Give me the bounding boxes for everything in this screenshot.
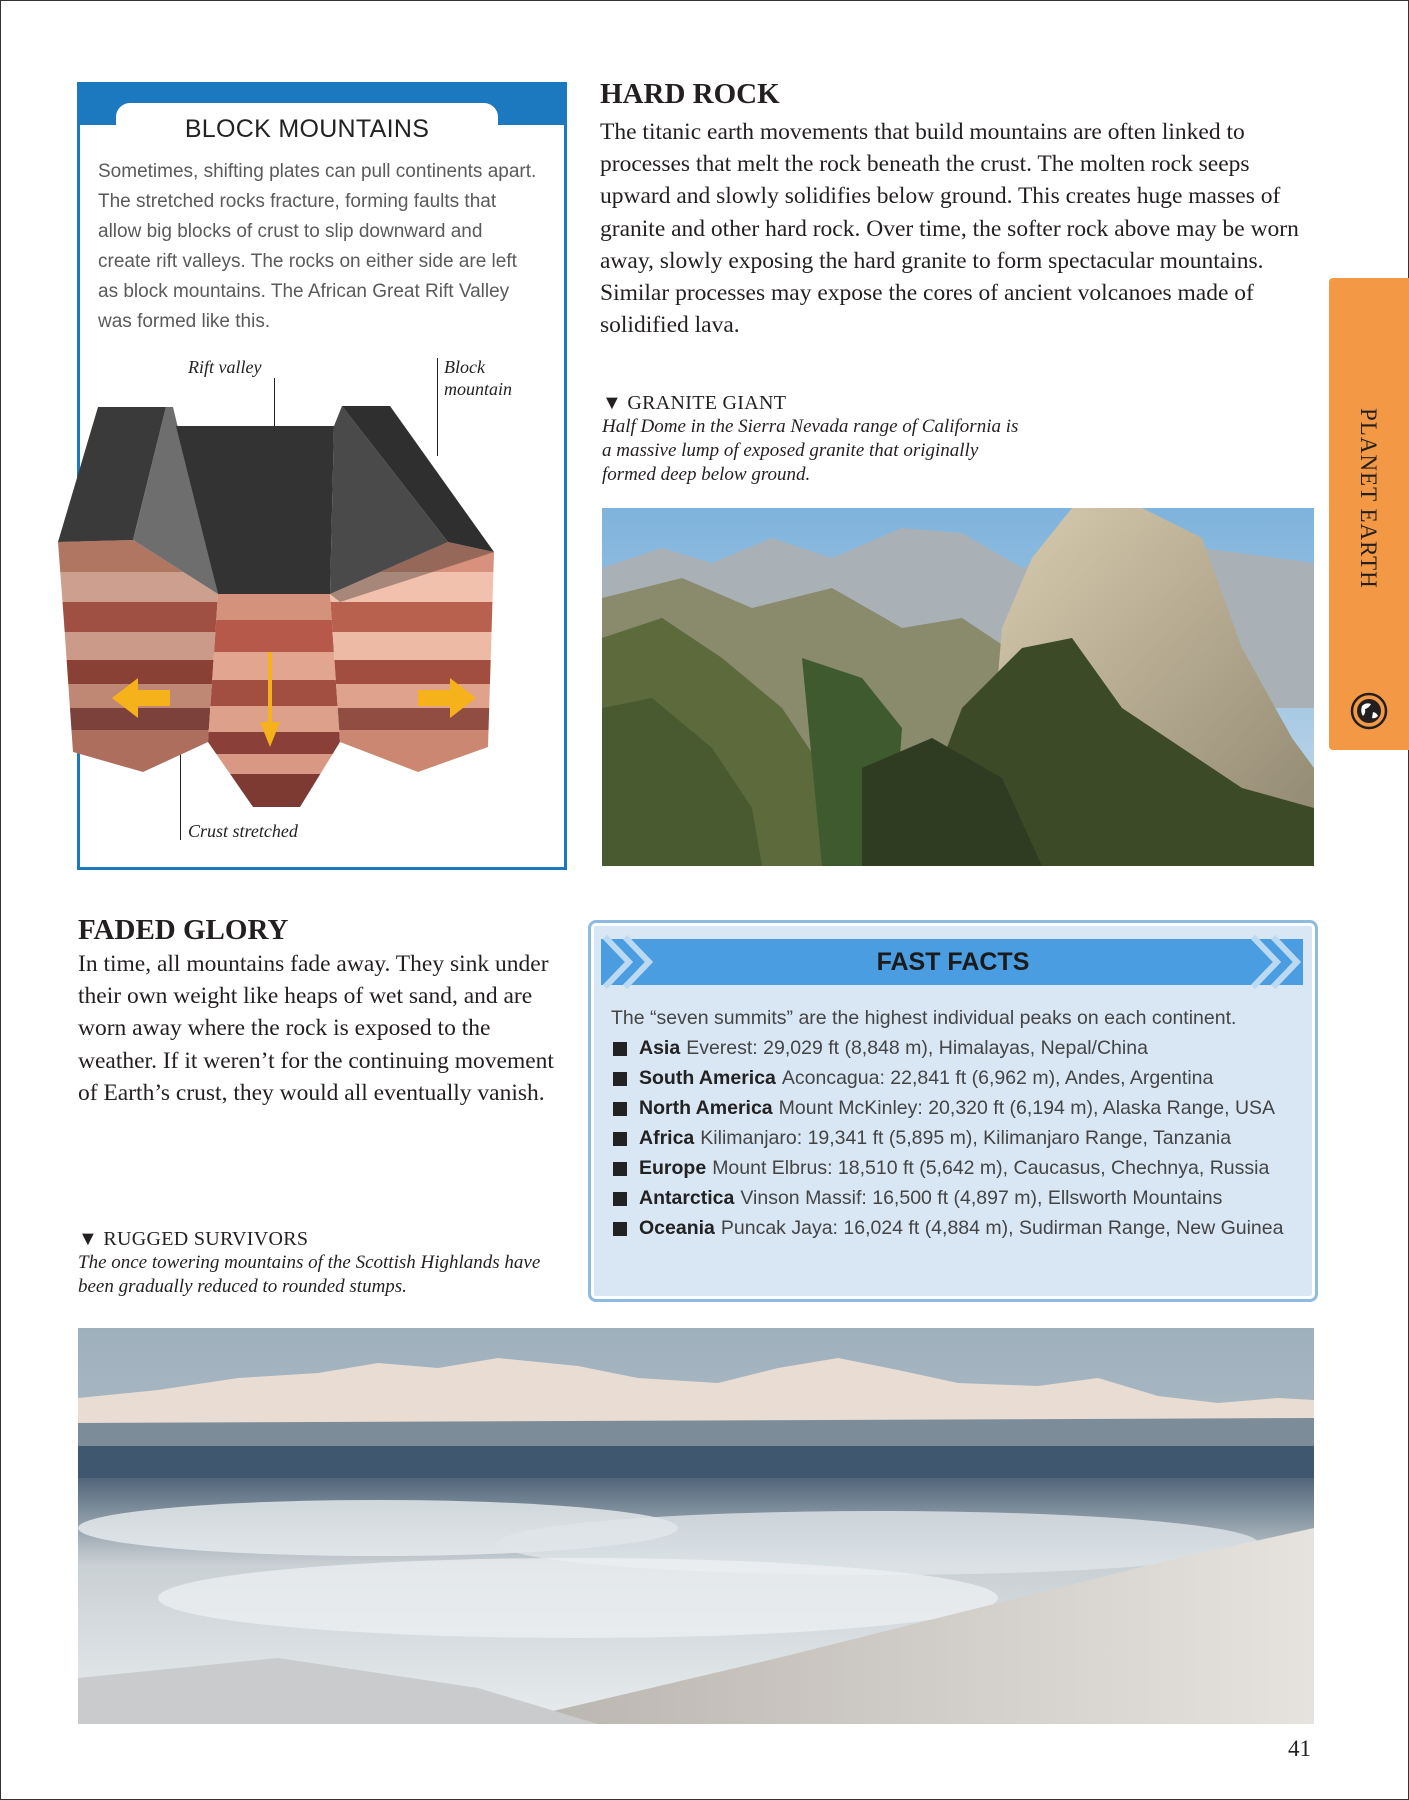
half-dome-photo: [602, 508, 1314, 866]
fast-facts-intro: The “seven summits” are the highest individual peaks on each continent.: [611, 1007, 1237, 1029]
fast-facts-panel: [588, 920, 1318, 1302]
faded-glory-heading: FADED GLORY: [78, 914, 289, 946]
rugged-survivors-heading: ▼ RUGGED SURVIVORS: [78, 1228, 309, 1250]
continent-name: Asia: [639, 1037, 681, 1059]
list-item: [611, 1123, 1283, 1153]
continent-name: Africa: [639, 1127, 695, 1149]
bullet-square-icon: [613, 1222, 627, 1236]
granite-giant-heading: ▼ GRANITE GIANT: [602, 392, 787, 414]
rugged-survivors-caption: [78, 1228, 568, 1299]
side-tab-label: PLANET EARTH: [1356, 408, 1381, 589]
block-mountains-text: Sometimes, shifting plates can pull continents apart. The stretched rocks fracture, forming faults that allow big blocks of crust to slip downward and create rift valleys. The rocks on either side are left as block mountains. The African Great Rift Valley was formed like this.: [98, 161, 537, 332]
label-block-line1: Block: [444, 357, 485, 377]
list-item: [611, 1093, 1283, 1123]
bullet-square-icon: [613, 1162, 627, 1176]
peak-detail: Everest: 29,029 ft (8,848 m), Himalayas, Nepal/China: [686, 1037, 1148, 1059]
block-mountains-title: BLOCK MOUNTAINS: [184, 115, 430, 143]
label-rift-valley: Rift valley: [188, 357, 262, 377]
granite-giant-text: Half Dome in the Sierra Nevada range of California is a massive lump of exposed granite that originally formed deep below ground.: [602, 416, 1019, 485]
faded-glory-body: In time, all mountains fade away. They sink under their own weight like heaps of wet sand, and are worn away where the rock is exposed to the weather. If it weren’t for the continuing movement of Earth’s crust, they would all eventually vanish.: [78, 951, 554, 1106]
continent-name: Antarctica: [639, 1187, 735, 1209]
label-block-line2: mountain: [444, 379, 513, 399]
peak-detail: Kilimanjaro: 19,341 ft (5,895 m), Kilimanjaro Range, Tanzania: [700, 1127, 1232, 1149]
bullet-square-icon: [613, 1192, 627, 1206]
hard-rock-heading: HARD ROCK: [600, 78, 780, 110]
list-item: [611, 1153, 1283, 1183]
granite-giant-caption: [602, 392, 1022, 487]
scottish-highlands-photo: [78, 1328, 1314, 1724]
label-crust-stretched: Crust stretched: [188, 821, 298, 841]
fast-facts-title: FAST FACTS: [876, 948, 1030, 976]
bullet-square-icon: [613, 1132, 627, 1146]
bullet-square-icon: [613, 1042, 627, 1056]
label-block-mountain: [444, 356, 512, 400]
peak-detail: Aconcagua: 22,841 ft (6,962 m), Andes, Argentina: [781, 1067, 1214, 1089]
side-tab-label-wrap: [1329, 408, 1409, 628]
globe-icon: [1350, 692, 1388, 730]
page-number: 41: [1288, 1736, 1311, 1761]
list-item: [611, 1033, 1283, 1063]
bullet-square-icon: [613, 1102, 627, 1116]
continent-name: Europe: [639, 1157, 707, 1179]
continent-name: South America: [639, 1067, 776, 1089]
peak-detail: Mount McKinley: 20,320 ft (6,194 m), Alaska Range, USA: [778, 1097, 1276, 1119]
peak-detail: Puncak Jaya: 16,024 ft (4,884 m), Sudirman Range, New Guinea: [720, 1217, 1284, 1239]
continent-name: North America: [639, 1097, 773, 1119]
bullet-square-icon: [613, 1072, 627, 1086]
continent-name: Oceania: [639, 1217, 715, 1239]
rugged-survivors-text: The once towering mountains of the Scottish Highlands have been gradually reduced to rounded stumps.: [78, 1252, 541, 1297]
peak-detail: Mount Elbrus: 18,510 ft (5,642 m), Caucasus, Chechnya, Russia: [712, 1157, 1270, 1179]
rift-valley-diagram: [58, 402, 578, 822]
peak-detail: Vinson Massif: 16,500 ft (4,897 m), Ellsworth Mountains: [740, 1187, 1223, 1209]
seven-summits-list: [611, 1033, 1283, 1243]
hard-rock-body: The titanic earth movements that build mountains are often linked to processes that melt the rock beneath the crust. The molten rock seeps upward and slowly solidifies below ground. This creates huge masses of granite and other hard rock. Over time, the softer rock above may be worn away, slowly exposing the hard granite to form spectacular mountains. Similar processes may expose the cores of ancient volcanoes made of solidified lava.: [600, 119, 1299, 339]
list-item: [611, 1183, 1283, 1213]
list-item: [611, 1063, 1283, 1093]
list-item: [611, 1213, 1283, 1243]
